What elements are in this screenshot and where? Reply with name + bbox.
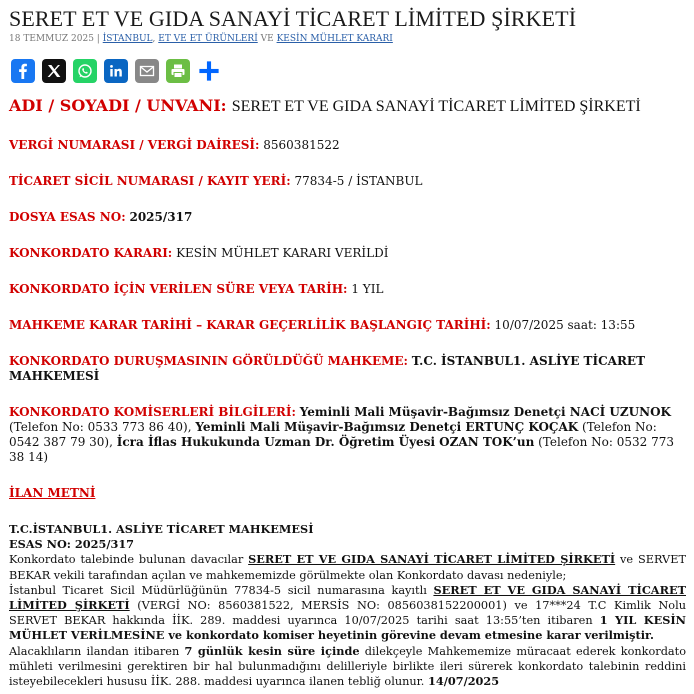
- x-icon: [46, 63, 62, 79]
- field-commissioners: KONKORDATO KOMİSERLERİ BİLGİLERİ: Yeminli Mali Müşavir-Bağımsız Denetçi NACİ UZUNOK (Telefon No: 0533 773 86 40), Yeminli Mali Müşavir-Bağımsız Denetçi ERTUNÇ KOÇAK (Telefon No: 0542 387 79 30), İcra İflas Hukukunda Uzman Dr. Öğretim Üyesi OZAN TOK’un (Telefon No: 0532 773 38 14): [9, 405, 674, 464]
- ilan-court: T.C.İSTANBUL1. ASLİYE TİCARET MAHKEMESİ: [9, 522, 314, 536]
- facebook-share-button[interactable]: [11, 59, 35, 83]
- share-plus-icon: [198, 60, 220, 82]
- email-icon: [139, 63, 155, 79]
- post-date: 18 TEMMUZ 2025: [9, 34, 94, 44]
- share-bar: [11, 59, 686, 83]
- field-date: MAHKEME KARAR TARİHİ – KARAR GEÇERLİLİK BAŞLANGIÇ TARİHİ: 10/07/2025 saat: 13:55: [9, 318, 636, 332]
- field-file: DOSYA ESAS NO: 2025/317: [9, 210, 193, 224]
- field-duration: KONKORDATO İÇİN VERİLEN SÜRE VEYA TARİH: 1 YIL: [9, 282, 384, 296]
- ilan-esas: ESAS NO: 2025/317: [9, 537, 135, 552]
- category-link-istanbul[interactable]: İSTANBUL: [102, 34, 153, 44]
- field-value: SERET ET VE GIDA SANAYİ TİCARET LİMİTED ŞİRKETİ: [231, 98, 641, 115]
- x-share-button[interactable]: [42, 59, 66, 83]
- category-link-kesin-muhlet[interactable]: KESİN MÜHLET KARARI: [276, 34, 393, 44]
- post-meta: 18 TEMMUZ 2025 | İSTANBUL, ET VE ET ÜRÜNLERİ VE KESİN MÜHLET KARARI: [9, 34, 393, 44]
- ilan-paragraph-3: Alacaklıların ilandan itibaren 7 günlük kesin süre içinde dilekçeyle Mahkememize müracaat ederek konkordato mühleti verilmesini gerektiren bir hal bulunmadığını delilleriyle birlikte ileri sürerek konkordato talebinin reddini isteyebilecekleri hususu İİK. 288. maddesi uyarınca ilanen tebliğ olunur. 14/07/2025: [9, 643, 687, 689]
- linkedin-icon: [108, 63, 124, 79]
- field-name: [9, 96, 686, 117]
- share-more-button[interactable]: [197, 59, 221, 83]
- facebook-icon: [15, 63, 31, 79]
- ilan-paragraph-2: İstanbul Ticaret Sicil Müdürlüğünün 77834-5 sicil numarasına kayıtlı SERET ET VE GIDA SANAYİ TİCARET LİMİTED ŞİRKETİ (VERGİ NO: 8560381522, MERSİS NO: 0856038152200001) ve 17***24 T.C Kimlik Nolu SERVET BEKAR hakkında İİK. 289. maddesi uyarınca 10/07/2025 tarihi saat 13:55’ten itibaren 1 YIL KESİN MÜHLET VERİLMESİNE ve konkordato komiser heyetinin görevine devam etmesine karar verilmiştir.: [9, 582, 686, 643]
- ilan-body: [9, 522, 686, 689]
- ilan-metni-link[interactable]: İLAN METNİ: [9, 486, 96, 500]
- category-link-et-urunleri[interactable]: ET VE ET ÜRÜNLERİ: [158, 34, 258, 44]
- linkedin-share-button[interactable]: [104, 59, 128, 83]
- field-tax: VERGİ NUMARASI / VERGİ DAİRESİ: 8560381522: [9, 138, 340, 152]
- field-label: ADI / SOYADI / UNVANI:: [9, 96, 227, 115]
- whatsapp-share-button[interactable]: [73, 59, 97, 83]
- print-icon: [170, 63, 186, 79]
- field-court: KONKORDATO DURUŞMASININ GÖRÜLDÜĞÜ MAHKEME: T.C. İSTANBUL1. ASLİYE TİCARET MAHKEMESİ: [9, 354, 646, 383]
- ilan-heading: [9, 486, 686, 501]
- page-title: SERET ET VE GIDA SANAYİ TİCARET LİMİTED ŞİRKETİ: [9, 6, 577, 31]
- ilan-paragraph-1: Konkordato talebinde bulunan davacılar SERET ET VE GIDA SANAYİ TİCARET LİMİTED ŞİRKETİ ve SERVET BEKAR vekili tarafından açılan ve mahkememizde görülmekte olan Konkordato davası nedeniyle;: [9, 552, 687, 582]
- field-registry: TİCARET SİCİL NUMARASI / KAYIT YERİ: 77834-5 / İSTANBUL: [9, 174, 423, 188]
- whatsapp-icon: [77, 63, 93, 79]
- print-share-button[interactable]: [166, 59, 190, 83]
- field-decision: KONKORDATO KARARI: KESİN MÜHLET KARARI VERİLDİ: [9, 246, 389, 260]
- email-share-button[interactable]: [135, 59, 159, 83]
